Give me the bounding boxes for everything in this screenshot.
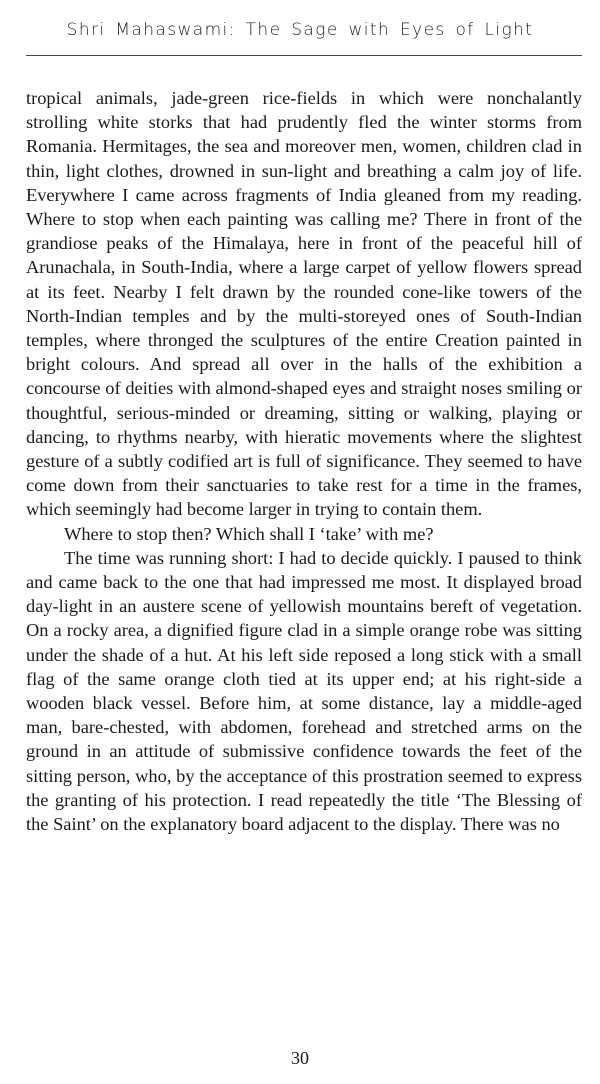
page-number: 30 — [291, 1048, 309, 1068]
paragraph: Where to stop then? Which shall I ‘take’ with me? — [64, 523, 434, 544]
paragraph: tropical animals, jade-green rice-fields in which were nonchalantly strolling white storks that had prudently fled the winter storms from Romania. Hermitages, the sea and moreover men, women, children clad in thin, light clothes, drowned in sun-light and breathing a calm joy of life. Everywhere I came across fragments of India gleaned from my reading. Where to stop when each painting was calling me? There in front of the grandiose peaks of the Himalaya, here in front of the peaceful hill of Arunachala, in South-India, where a large carpet of yellow flowers spread at its feet. Nearby I felt drawn by the rounded cone-like towers of the North-Indian temples and by the multi-storeyed ones of South-Indian temples, where thronged the sculptures of the entire Creation painted in bright colours. And spread all over in the halls of the exhibition a concourse of deities with almond-shaped eyes and straight noses smiling or thoughtful, serious-minded or dreaming, sitting or walking, playing or dancing, to rhythms nearby, with hieratic movements where the slightest gesture of a subtly codified art is full of significance. They seemed to have come down from their sanctuaries to take rest for a time in the frames, which seemingly had become larger in trying to contain them. — [26, 88, 582, 520]
header-rule — [26, 55, 582, 56]
paragraph: The time was running short: I had to decide quickly. I paused to think and came back to the one that had impressed me most. It displayed broad day-light in an austere scene of yellowish mountains bereft of vegetation. On a rocky area, a dignified figure clad in a simple orange robe was sitting under the shade of a hut. At his left side reposed a long stick with a small flag of the same orange cloth tied at its upper end; at his right-side a wooden black vessel. Before him, at some distance, lay a middle-aged man, bare-chested, with abdomen, forehead and stretched arms on the ground in an attitude of submissive confidence towards the feet of the sitting person, who, by the acceptance of this prostration seemed to express the granting of his protection. I read repeatedly the title ‘The Blessing of the Saint’ on the explanatory board adjacent to the display. There was no — [26, 547, 582, 835]
body-text — [26, 86, 582, 836]
running-head-title: Shri Mahaswami: The Sage with Eyes of Light — [66, 20, 534, 40]
